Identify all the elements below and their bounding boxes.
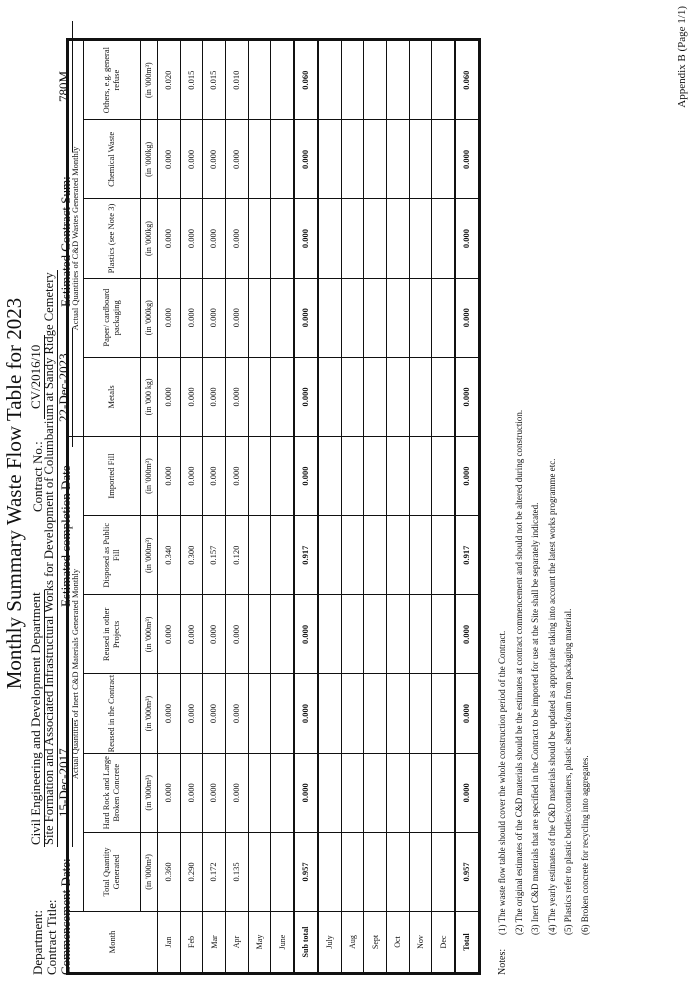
- value-cell: 0.000: [158, 120, 181, 199]
- column-header: Others, e.g. general refuse: [84, 41, 141, 120]
- commencement-label: Commencement Date:: [58, 858, 73, 975]
- note-item: (2) The original estimates of the C&D materials should be the estimates at contract commencement and should not be altered during construction.: [513, 409, 524, 935]
- value-cell: 0.015: [203, 41, 226, 120]
- month-cell: Apr: [225, 912, 248, 973]
- month-cell: Mar: [203, 912, 226, 973]
- value-cell: 0.000: [203, 199, 226, 278]
- value-cell: 0.000: [294, 436, 318, 515]
- value-cell: 0.000: [455, 436, 478, 515]
- month-cell: May: [248, 912, 271, 973]
- value-cell: [409, 516, 432, 595]
- value-cell: [271, 832, 294, 911]
- value-cell: 0.000: [294, 278, 318, 357]
- value-cell: [409, 595, 432, 674]
- month-cell: Oct: [387, 912, 410, 973]
- column-unit: (in '000m³): [141, 436, 158, 515]
- column-header: Disposed as Public Fill: [84, 516, 141, 595]
- value-cell: 0.000: [158, 753, 181, 832]
- month-cell: Feb: [180, 912, 203, 973]
- column-header: Hard Rock and Large Broken Concrete: [84, 753, 141, 832]
- value-cell: [248, 753, 271, 832]
- value-cell: 0.000: [225, 278, 248, 357]
- value-cell: [248, 436, 271, 515]
- value-cell: 0.000: [294, 357, 318, 436]
- value-cell: [248, 832, 271, 911]
- value-cell: [341, 753, 364, 832]
- value-cell: 0.135: [225, 832, 248, 911]
- month-cell: Sept: [364, 912, 387, 973]
- value-cell: [318, 120, 341, 199]
- column-unit: (in '000kg): [141, 120, 158, 199]
- value-cell: [387, 357, 410, 436]
- value-cell: 0.000: [294, 674, 318, 753]
- value-cell: [271, 436, 294, 515]
- table-row: [225, 41, 248, 973]
- column-unit: (in '000 kg): [141, 357, 158, 436]
- value-cell: 0.917: [455, 516, 478, 595]
- month-cell: Total: [455, 912, 478, 973]
- value-cell: 0.000: [158, 199, 181, 278]
- value-cell: 0.000: [455, 120, 478, 199]
- value-cell: [387, 120, 410, 199]
- column-unit: (in '000kg): [141, 278, 158, 357]
- value-cell: 0.000: [158, 595, 181, 674]
- table-row: [180, 41, 203, 973]
- waste-flow-table: [66, 38, 481, 975]
- contract-title-label: Contract Title:: [44, 899, 59, 975]
- contract-no-value: CV/2016/10: [28, 335, 45, 419]
- month-header: Month: [69, 912, 158, 973]
- value-cell: [248, 357, 271, 436]
- value-cell: [341, 436, 364, 515]
- value-cell: 0.157: [203, 516, 226, 595]
- note-item: (5) Plastics refer to plastic bottles/containers, plastic sheets/foam from packaging material.: [563, 608, 573, 935]
- table-row: [318, 41, 341, 973]
- value-cell: [271, 120, 294, 199]
- value-cell: 0.000: [455, 753, 478, 832]
- column-header: Reused in the Contract: [84, 674, 141, 753]
- value-cell: 0.000: [225, 199, 248, 278]
- note-item: (1) The waste flow table should cover the whole construction period of the Contract.: [497, 630, 507, 935]
- table-row: [158, 41, 181, 973]
- month-cell: Sub total: [294, 912, 318, 973]
- column-unit: (in '000m³): [141, 674, 158, 753]
- value-cell: [409, 357, 432, 436]
- column-header: Paper/ cardboard packaging: [84, 278, 141, 357]
- table-row: [387, 41, 410, 973]
- value-cell: [341, 516, 364, 595]
- value-cell: 0.000: [294, 120, 318, 199]
- value-cell: 0.000: [180, 278, 203, 357]
- value-cell: 0.000: [203, 120, 226, 199]
- value-cell: [271, 357, 294, 436]
- value-cell: 0.060: [455, 41, 478, 120]
- value-cell: 0.000: [203, 595, 226, 674]
- column-header: Plastics (see Note 3): [84, 199, 141, 278]
- notes: [494, 410, 593, 975]
- value-cell: 0.000: [158, 674, 181, 753]
- column-header: Chemical Waste: [84, 120, 141, 199]
- column-header: Total Quantity Generated: [84, 832, 141, 911]
- value-cell: [318, 516, 341, 595]
- value-cell: [318, 199, 341, 278]
- value-cell: [432, 41, 455, 120]
- month-cell: Jan: [158, 912, 181, 973]
- table-row: [432, 41, 455, 973]
- column-unit: (in '000m³): [141, 753, 158, 832]
- value-cell: 0.000: [180, 357, 203, 436]
- value-cell: [432, 595, 455, 674]
- value-cell: 0.000: [455, 595, 478, 674]
- contract-title-value: Site Formation and Associated Infrastructural Works for Development of Columbarium at Sandy Ridge Cemetery: [42, 272, 56, 845]
- value-cell: 0.000: [455, 674, 478, 753]
- month-cell: Nov: [409, 912, 432, 973]
- value-cell: [318, 595, 341, 674]
- value-cell: [364, 595, 387, 674]
- value-cell: 0.000: [294, 199, 318, 278]
- value-cell: 0.000: [180, 120, 203, 199]
- table-row: [271, 41, 294, 973]
- value-cell: 0.060: [294, 41, 318, 120]
- value-cell: 0.290: [180, 832, 203, 911]
- table-row: [409, 41, 432, 973]
- value-cell: [387, 753, 410, 832]
- table-row: [248, 41, 271, 973]
- value-cell: 0.000: [225, 120, 248, 199]
- value-cell: 0.000: [180, 753, 203, 832]
- value-cell: 0.000: [180, 436, 203, 515]
- value-cell: 0.000: [203, 674, 226, 753]
- value-cell: [387, 41, 410, 120]
- value-cell: 0.000: [225, 357, 248, 436]
- value-cell: 0.000: [225, 674, 248, 753]
- value-cell: [409, 674, 432, 753]
- value-cell: 0.000: [225, 436, 248, 515]
- value-cell: [364, 516, 387, 595]
- commencement-value: 15-Dec-2017: [56, 718, 73, 847]
- value-cell: [364, 436, 387, 515]
- value-cell: [271, 753, 294, 832]
- month-cell: June: [271, 912, 294, 973]
- value-cell: 0.000: [455, 199, 478, 278]
- value-cell: 0.000: [455, 278, 478, 357]
- column-unit: (in '000m³): [141, 41, 158, 120]
- note-item: (6) Broken concrete for recycling into aggregates.: [579, 755, 590, 935]
- value-cell: 0.000: [225, 753, 248, 832]
- completion-value: 22-Dec-2023: [56, 328, 73, 447]
- value-cell: [364, 674, 387, 753]
- value-cell: [271, 595, 294, 674]
- value-cell: 0.000: [180, 595, 203, 674]
- value-cell: [387, 832, 410, 911]
- value-cell: [387, 595, 410, 674]
- value-cell: 0.000: [158, 278, 181, 357]
- value-cell: [248, 595, 271, 674]
- value-cell: [248, 278, 271, 357]
- value-cell: [387, 436, 410, 515]
- value-cell: 0.010: [225, 41, 248, 120]
- value-cell: [318, 357, 341, 436]
- value-cell: [432, 120, 455, 199]
- value-cell: 0.020: [158, 41, 181, 120]
- page-title: Monthly Summary Waste Flow Table for 2023: [2, 297, 26, 690]
- inert-group-header: Actual Quantities of Inert C&D Materials Generated Monthly: [69, 436, 84, 911]
- value-cell: 0.000: [294, 595, 318, 674]
- value-cell: [341, 595, 364, 674]
- value-cell: 0.172: [203, 832, 226, 911]
- value-cell: [318, 41, 341, 120]
- value-cell: [341, 674, 364, 753]
- appendix-label: Appendix B (Page 1/1): [676, 6, 688, 108]
- contract-no-label: Contract No.:: [30, 441, 45, 512]
- value-cell: [409, 436, 432, 515]
- value-cell: [364, 41, 387, 120]
- completion-label: Estimated completion Date: [58, 465, 73, 607]
- value-cell: [387, 278, 410, 357]
- value-cell: 0.000: [203, 753, 226, 832]
- contract-sum-value: 780M: [56, 21, 73, 152]
- month-cell: Aug: [341, 912, 364, 973]
- value-cell: [248, 516, 271, 595]
- waste-group-header: Actual Quantities of C&D Wastes Generated Monthly: [69, 41, 84, 437]
- value-cell: [387, 674, 410, 753]
- value-cell: 0.000: [203, 278, 226, 357]
- value-cell: [387, 516, 410, 595]
- value-cell: [341, 832, 364, 911]
- column-unit: (in '000kg): [141, 199, 158, 278]
- value-cell: [409, 120, 432, 199]
- value-cell: 0.000: [203, 436, 226, 515]
- department-value: Civil Engineering and Development Department: [28, 592, 43, 845]
- value-cell: [409, 199, 432, 278]
- value-cell: 0.300: [180, 516, 203, 595]
- value-cell: 0.917: [294, 516, 318, 595]
- value-cell: [271, 41, 294, 120]
- value-cell: [271, 674, 294, 753]
- value-cell: 0.000: [158, 436, 181, 515]
- notes-label: Notes:: [497, 948, 508, 975]
- column-header: Metals: [84, 357, 141, 436]
- value-cell: 0.957: [294, 832, 318, 911]
- value-cell: [248, 120, 271, 199]
- value-cell: 0.340: [158, 516, 181, 595]
- value-cell: [318, 674, 341, 753]
- value-cell: [432, 436, 455, 515]
- value-cell: 0.360: [158, 832, 181, 911]
- value-cell: [432, 674, 455, 753]
- value-cell: [318, 278, 341, 357]
- value-cell: [248, 674, 271, 753]
- value-cell: [364, 278, 387, 357]
- value-cell: [432, 516, 455, 595]
- table-row: [203, 41, 226, 973]
- column-unit: (in '000m³): [141, 516, 158, 595]
- column-header: Imported Fill: [84, 436, 141, 515]
- value-cell: [409, 41, 432, 120]
- note-item: (3) Inert C&D materials that are specified in the Contract to be imported for use at the Site shall be separately indicated.: [530, 502, 540, 935]
- value-cell: [271, 199, 294, 278]
- month-cell: Dec: [432, 912, 455, 973]
- value-cell: [432, 832, 455, 911]
- column-header: Reused in other Projects: [84, 595, 141, 674]
- value-cell: [318, 753, 341, 832]
- value-cell: [318, 832, 341, 911]
- column-unit: (in '000m³): [141, 832, 158, 911]
- value-cell: [387, 199, 410, 278]
- value-cell: 0.015: [180, 41, 203, 120]
- value-cell: [341, 278, 364, 357]
- column-unit: (in '000m³): [141, 595, 158, 674]
- value-cell: [341, 120, 364, 199]
- value-cell: 0.000: [180, 674, 203, 753]
- value-cell: [409, 832, 432, 911]
- value-cell: 0.000: [455, 357, 478, 436]
- value-cell: 0.957: [455, 832, 478, 911]
- value-cell: [341, 41, 364, 120]
- value-cell: [364, 753, 387, 832]
- value-cell: [409, 278, 432, 357]
- value-cell: 0.000: [180, 199, 203, 278]
- department-label: Department:: [30, 910, 45, 975]
- month-cell: July: [318, 912, 341, 973]
- table-row: [341, 41, 364, 973]
- note-item: (4) The yearly estimates of the C&D materials should be updated as appropriate taking into account the latest works programme etc.: [546, 458, 557, 935]
- value-cell: [432, 357, 455, 436]
- value-cell: [432, 199, 455, 278]
- value-cell: [432, 753, 455, 832]
- value-cell: 0.000: [225, 595, 248, 674]
- contract-sum-label: Estimated Contract Sum:: [58, 176, 73, 307]
- value-cell: [409, 753, 432, 832]
- value-cell: [341, 199, 364, 278]
- value-cell: [364, 357, 387, 436]
- value-cell: 0.000: [158, 357, 181, 436]
- table-row: [364, 41, 387, 973]
- value-cell: [318, 436, 341, 515]
- value-cell: [341, 357, 364, 436]
- value-cell: [271, 516, 294, 595]
- value-cell: [364, 832, 387, 911]
- value-cell: [248, 41, 271, 120]
- value-cell: [248, 199, 271, 278]
- value-cell: 0.120: [225, 516, 248, 595]
- value-cell: [364, 120, 387, 199]
- value-cell: 0.000: [203, 357, 226, 436]
- table-row: [455, 41, 478, 973]
- value-cell: [271, 278, 294, 357]
- value-cell: 0.000: [294, 753, 318, 832]
- value-cell: [432, 278, 455, 357]
- value-cell: [364, 199, 387, 278]
- table-row: [294, 41, 318, 973]
